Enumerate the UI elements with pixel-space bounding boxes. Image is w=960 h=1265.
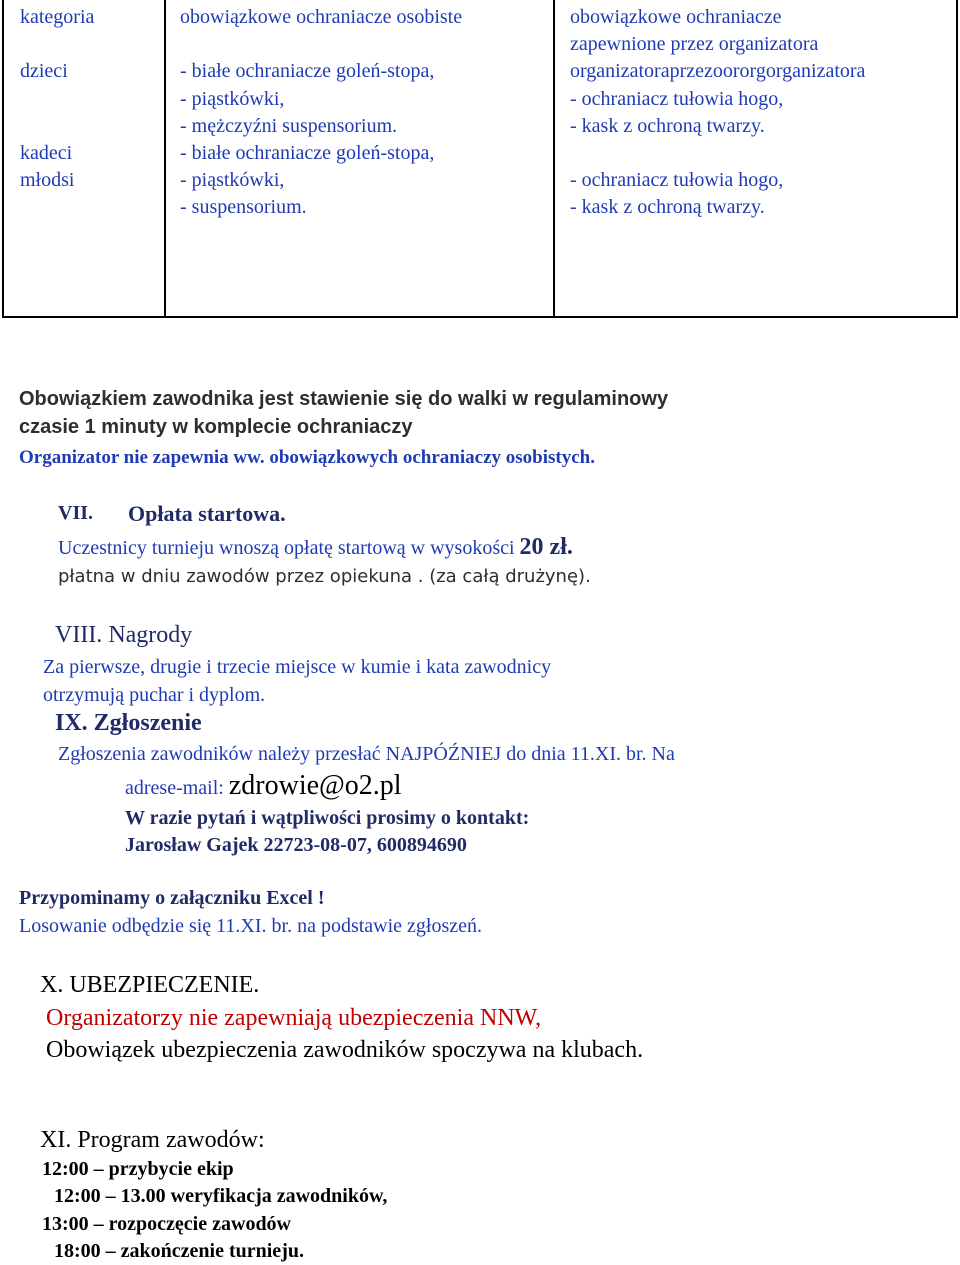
header-personal-protection: obowiązkowe ochraniacze osobiste bbox=[180, 6, 463, 28]
contact-line-1: W razie pytań i wątpliwości prosimy o kontakt: bbox=[125, 807, 530, 829]
prizes-line-2: otrzymują puchar i dyplom. bbox=[43, 684, 266, 706]
category-kadeci: kadeci bbox=[20, 141, 73, 164]
section-vii-number: VII. bbox=[58, 502, 94, 524]
category-mlodsi: młodsi bbox=[20, 169, 75, 192]
schedule-item: 13:00 – rozpoczęcie zawodów bbox=[42, 1213, 292, 1235]
fee-payment-line: płatna w dniu zawodów przez opiekuna . (za całą drużynę). bbox=[58, 566, 591, 587]
personal-item: - białe ochraniacze goleń-stopa, bbox=[180, 60, 435, 83]
personal-item: - mężczyźni suspensorium. bbox=[180, 114, 398, 137]
schedule-item: 18:00 – zakończenie turnieju. bbox=[54, 1240, 304, 1262]
section-xi-title: XI. Program zawodów: bbox=[40, 1127, 265, 1153]
category-children: dzieci bbox=[20, 60, 68, 83]
email-address[interactable]: zdrowie@o2.pl bbox=[228, 770, 402, 801]
insurance-line-1: Organizatorzy nie zapewniają ubezpieczenia NNW, bbox=[46, 1005, 542, 1031]
fee-text: Uczestnicy turnieju wnoszą opłatę startową w wysokości bbox=[58, 537, 520, 559]
schedule-item: 12:00 – przybycie ekip bbox=[42, 1158, 234, 1180]
table-col1 bbox=[20, 4, 94, 194]
notice-line-1: Obowiązkiem zawodnika jest stawienie się do walki w regulaminowy bbox=[19, 388, 669, 410]
draw-info: Losowanie odbędzie się 11.XI. br. na podstawie zgłoszeń. bbox=[19, 915, 483, 937]
section-ix-heading bbox=[55, 710, 202, 737]
section-ix-number: IX. bbox=[55, 710, 88, 736]
email-label: adrese-mail: bbox=[125, 777, 229, 799]
table-col2 bbox=[180, 4, 462, 222]
equipment-table bbox=[2, 0, 958, 318]
contact-line-2: Jarosław Gajek 22723-08-07, 600894690 bbox=[125, 834, 467, 856]
header-organizer-protection: organizatoraprzezoororgorganizatora bbox=[570, 60, 866, 83]
table-col3 bbox=[570, 4, 865, 222]
notice-line-2: czasie 1 minuty w komplecie ochraniaczy bbox=[19, 416, 413, 438]
excel-reminder: Przypominamy o załączniku Excel ! bbox=[19, 887, 325, 909]
email-line bbox=[125, 770, 402, 802]
section-ix-title: Zgłoszenie bbox=[93, 710, 202, 736]
registration-line: Zgłoszenia zawodników należy przesłać NAJPÓŹNIEJ do dnia 11.XI. br. Na bbox=[58, 743, 675, 765]
personal-item: - piąstkówki, bbox=[180, 169, 285, 192]
header-organizer-protection: obowiązkowe ochraniacze bbox=[570, 6, 782, 28]
notice-line-3: Organizator nie zapewnia ww. obowiązkowych ochraniaczy osobistych. bbox=[19, 447, 595, 468]
prizes-line-1: Za pierwsze, drugie i trzecie miejsce w kumie i kata zawodnicy bbox=[43, 656, 552, 678]
organizer-item: - ochraniacz tułowia hogo, bbox=[570, 87, 784, 110]
personal-item: - piąstkówki, bbox=[180, 87, 285, 110]
organizer-item: - kask z ochroną twarzy. bbox=[570, 114, 765, 137]
insurance-line-2: Obowiązek ubezpieczenia zawodników spoczywa na klubach. bbox=[46, 1037, 644, 1063]
fee-line bbox=[58, 534, 573, 561]
section-viii-number: VIII. bbox=[55, 622, 103, 648]
header-organizer-protection: zapewnione przez organizatora bbox=[570, 33, 819, 56]
personal-item: - białe ochraniacze goleń-stopa, bbox=[180, 141, 435, 164]
schedule-item: 12:00 – 13.00 weryfikacja zawodników, bbox=[54, 1185, 388, 1207]
fee-amount: 20 zł. bbox=[519, 534, 573, 560]
organizer-item: - ochraniacz tułowia hogo, bbox=[570, 169, 784, 192]
section-x-title: X. UBEZPIECZENIE. bbox=[40, 972, 260, 998]
personal-item: - suspensorium. bbox=[180, 196, 307, 219]
section-vii-title: Opłata startowa. bbox=[128, 501, 286, 526]
organizer-item: - kask z ochroną twarzy. bbox=[570, 196, 765, 219]
header-category: kategoria bbox=[20, 6, 95, 28]
section-viii-heading bbox=[55, 622, 192, 649]
section-viii-title: Nagrody bbox=[108, 622, 193, 648]
